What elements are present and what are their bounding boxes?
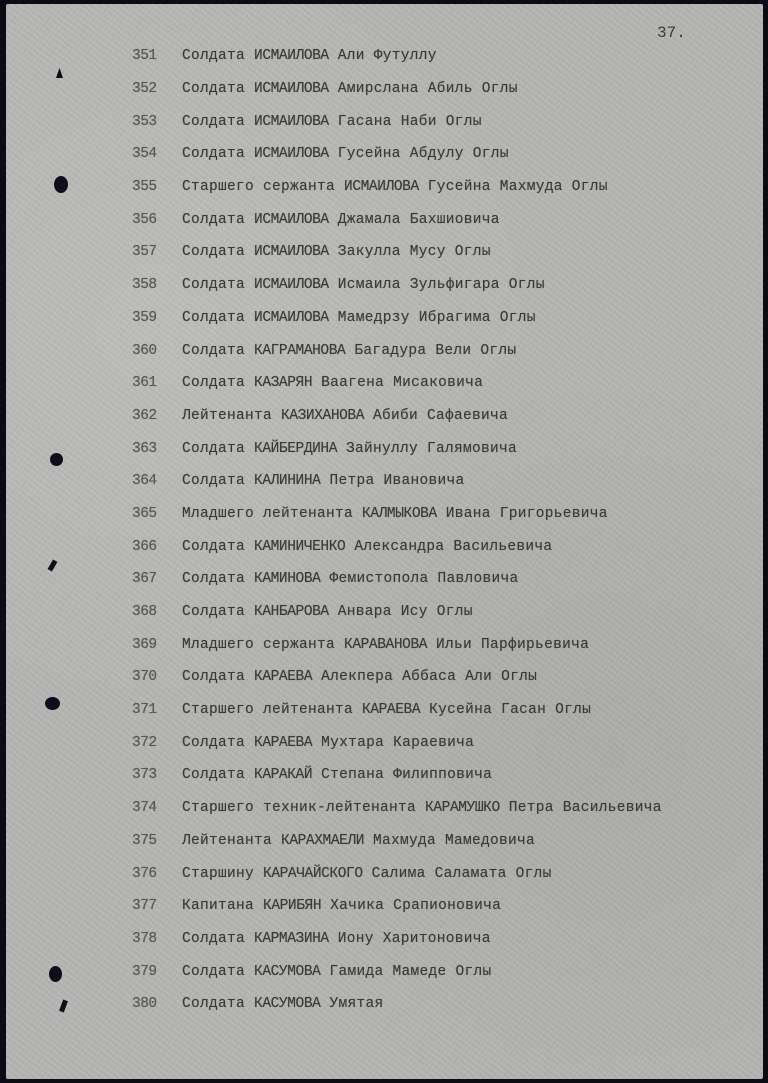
award-list xyxy=(132,40,662,1021)
entry-rank: Старшего техник-лейтенанта xyxy=(182,800,417,817)
entry-surname: КАМИНОВА xyxy=(254,571,321,588)
list-item xyxy=(132,759,662,792)
entry-given-name: Ивана Григорьевича xyxy=(445,505,608,522)
entry-rank: Солдата xyxy=(182,211,246,228)
entry-number: 367 xyxy=(132,571,157,588)
entry-number: 362 xyxy=(132,407,157,424)
entry-number: 358 xyxy=(132,277,157,294)
list-item xyxy=(132,596,662,629)
entry-number: 380 xyxy=(132,996,157,1013)
entry-surname: ИСМАИЛОВА xyxy=(254,277,329,294)
entry-given-name: Салима Саламата Оглы xyxy=(371,865,552,882)
entry-surname: КАМИНИЧЕНКО xyxy=(254,538,346,555)
entry-rank: Солдата xyxy=(182,767,246,784)
entry-given-name: Ваагена Мисаковича xyxy=(321,375,484,392)
entry-given-name: Гамида Мамеде Оглы xyxy=(329,963,492,980)
entry-number: 365 xyxy=(132,505,157,522)
entry-number: 356 xyxy=(132,211,157,228)
entry-number: 353 xyxy=(132,113,157,130)
list-item xyxy=(132,203,662,236)
entry-given-name: Закулла Мусу Оглы xyxy=(337,244,491,261)
entry-number: 375 xyxy=(132,832,157,849)
entry-surname: ИСМАИЛОВА xyxy=(254,48,329,65)
entry-number: 368 xyxy=(132,604,157,621)
list-item xyxy=(132,138,662,171)
entry-surname: КАЙБЕРДИНА xyxy=(254,440,338,457)
entry-rank: Солдата xyxy=(182,309,246,326)
entry-rank: Солдата xyxy=(182,375,246,392)
page-number: 37. xyxy=(657,24,686,42)
entry-given-name: Умятая xyxy=(329,996,384,1013)
entry-surname: КАРАЕВА xyxy=(254,669,313,686)
entry-surname: КАСУМОВА xyxy=(254,963,321,980)
entry-given-name: Али Футуллу xyxy=(337,48,437,65)
entry-surname: КАНБАРОВА xyxy=(254,604,329,621)
entry-given-name: Мухтара Караевича xyxy=(321,734,475,751)
entry-rank: Солдата xyxy=(182,930,246,947)
list-item xyxy=(132,955,662,988)
entry-rank: Солдата xyxy=(182,244,246,261)
entry-number: 357 xyxy=(132,244,157,261)
list-item xyxy=(132,923,662,956)
entry-given-name: Фемистопола Павловича xyxy=(329,571,519,588)
list-item xyxy=(132,400,662,433)
list-item xyxy=(132,334,662,367)
entry-number: 376 xyxy=(132,865,157,882)
entry-surname: КАРАВАНОВА xyxy=(344,636,428,653)
entry-rank: Солдата xyxy=(182,146,246,163)
list-item xyxy=(132,465,662,498)
entry-given-name: Петра Ивановича xyxy=(329,473,465,490)
list-item xyxy=(132,367,662,400)
entry-surname: КАРАЧАЙСКОГО xyxy=(263,865,363,882)
entry-rank: Солдата xyxy=(182,342,246,359)
entry-given-name: Алекпера Аббаса Али Оглы xyxy=(321,669,538,686)
entry-given-name: Хачика Срапионовича xyxy=(330,898,502,915)
punch-hole xyxy=(49,966,62,982)
entry-given-name: Александра Васильевича xyxy=(354,538,553,555)
entry-number: 377 xyxy=(132,898,157,915)
entry-rank: Солдата xyxy=(182,440,246,457)
entry-surname: КАЗАРЯН xyxy=(254,375,313,392)
list-item xyxy=(132,988,662,1021)
entry-rank: Солдата xyxy=(182,996,246,1013)
entry-rank: Солдата xyxy=(182,538,246,555)
entry-surname: КАРАМУШКО xyxy=(425,800,500,817)
list-item xyxy=(132,236,662,269)
entry-rank: Солдата xyxy=(182,604,246,621)
entry-number: 355 xyxy=(132,179,157,196)
entry-number: 359 xyxy=(132,309,157,326)
list-item xyxy=(132,269,662,302)
entry-number: 379 xyxy=(132,963,157,980)
entry-surname: ИСМАИЛОВА xyxy=(254,146,329,163)
entry-number: 354 xyxy=(132,146,157,163)
list-item xyxy=(132,563,662,596)
entry-rank: Старшего сержанта xyxy=(182,179,336,196)
entry-surname: КАРМАЗИНА xyxy=(254,930,329,947)
entry-given-name: Ильи Парфирьевича xyxy=(436,636,590,653)
entry-rank: Солдата xyxy=(182,81,246,98)
entry-given-name: Махмуда Мамедовича xyxy=(373,832,536,849)
punch-hole xyxy=(48,559,58,571)
entry-surname: КАЗИХАНОВА xyxy=(281,407,365,424)
entry-number: 351 xyxy=(132,48,157,65)
list-item xyxy=(132,890,662,923)
list-item xyxy=(132,40,662,73)
document-page xyxy=(6,4,763,1079)
entry-rank: Солдата xyxy=(182,48,246,65)
entry-rank: Лейтенанта xyxy=(182,832,273,849)
entry-rank: Солдата xyxy=(182,473,246,490)
punch-hole xyxy=(54,176,68,193)
entry-number: 372 xyxy=(132,734,157,751)
entry-given-name: Гусейна Абдулу Оглы xyxy=(337,146,509,163)
entry-given-name: Анвара Ису Оглы xyxy=(337,604,473,621)
entry-number: 366 xyxy=(132,538,157,555)
list-item xyxy=(132,73,662,106)
list-item xyxy=(132,661,662,694)
entry-rank: Младшего сержанта xyxy=(182,636,336,653)
entry-given-name: Степана Филипповича xyxy=(321,767,493,784)
entry-rank: Солдата xyxy=(182,669,246,686)
entry-surname: КАРАЕВА xyxy=(362,702,421,719)
list-item xyxy=(132,792,662,825)
list-item xyxy=(132,302,662,335)
entry-number: 371 xyxy=(132,702,157,719)
entry-number: 360 xyxy=(132,342,157,359)
entry-given-name: Абиби Сафаевича xyxy=(373,407,509,424)
entry-surname: КАРАЕВА xyxy=(254,734,313,751)
entry-given-name: Джамала Бахшиовича xyxy=(337,211,500,228)
entry-rank: Солдата xyxy=(182,963,246,980)
entry-given-name: Мамедрзу Ибрагима Оглы xyxy=(337,309,536,326)
entry-given-name: Петра Васильевича xyxy=(508,800,662,817)
entry-surname: ИСМАИЛОВА xyxy=(254,113,329,130)
punch-hole xyxy=(45,697,60,710)
entry-surname: КАСУМОВА xyxy=(254,996,321,1013)
entry-surname: ИСМАИЛОВА xyxy=(254,309,329,326)
entry-number: 363 xyxy=(132,440,157,457)
entry-rank: Младшего лейтенанта xyxy=(182,505,354,522)
list-item xyxy=(132,825,662,858)
list-item xyxy=(132,857,662,890)
entry-surname: ИСМАИЛОВА xyxy=(254,244,329,261)
punch-hole xyxy=(59,1000,68,1013)
list-item xyxy=(132,105,662,138)
list-item xyxy=(132,530,662,563)
entry-rank: Старшину xyxy=(182,865,255,882)
entry-number: 369 xyxy=(132,636,157,653)
entry-surname: ИСМАИЛОВА xyxy=(344,179,419,196)
entry-surname: ИСМАИЛОВА xyxy=(254,211,329,228)
punch-hole xyxy=(56,68,63,78)
list-item xyxy=(132,432,662,465)
entry-number: 370 xyxy=(132,669,157,686)
entry-surname: КАРИБЯН xyxy=(263,898,322,915)
list-item xyxy=(132,694,662,727)
entry-number: 364 xyxy=(132,473,157,490)
list-item xyxy=(132,726,662,759)
entry-surname: КАЛМЫКОВА xyxy=(362,505,437,522)
entry-rank: Солдата xyxy=(182,571,246,588)
entry-given-name: Багадура Вели Оглы xyxy=(354,342,517,359)
list-item xyxy=(132,628,662,661)
entry-rank: Солдата xyxy=(182,113,246,130)
list-item xyxy=(132,498,662,531)
entry-number: 378 xyxy=(132,930,157,947)
entry-number: 373 xyxy=(132,767,157,784)
entry-given-name: Гасана Наби Оглы xyxy=(337,113,482,130)
entry-surname: КАЛИНИНА xyxy=(254,473,321,490)
entry-rank: Солдата xyxy=(182,734,246,751)
entry-number: 361 xyxy=(132,375,157,392)
entry-rank: Старшего лейтенанта xyxy=(182,702,354,719)
entry-rank: Солдата xyxy=(182,277,246,294)
entry-surname: КАРАХМАЕЛИ xyxy=(281,832,365,849)
entry-number: 374 xyxy=(132,800,157,817)
entry-given-name: Иону Харитоновича xyxy=(337,930,491,947)
entry-surname: КАРАКАЙ xyxy=(254,767,313,784)
entry-given-name: Кусейна Гасан Оглы xyxy=(429,702,592,719)
entry-surname: ИСМАИЛОВА xyxy=(254,81,329,98)
list-item xyxy=(132,171,662,204)
entry-rank: Лейтенанта xyxy=(182,407,273,424)
entry-number: 352 xyxy=(132,81,157,98)
entry-given-name: Амирсланa Абиль Оглы xyxy=(337,81,518,98)
entry-given-name: Гусейна Махмуда Оглы xyxy=(427,179,608,196)
punch-hole xyxy=(50,453,63,466)
entry-given-name: Исмаила Зульфигара Оглы xyxy=(337,277,545,294)
entry-given-name: Зайнуллу Галямовича xyxy=(346,440,518,457)
entry-rank: Капитана xyxy=(182,898,255,915)
entry-surname: КАГРАМАНОВА xyxy=(254,342,346,359)
